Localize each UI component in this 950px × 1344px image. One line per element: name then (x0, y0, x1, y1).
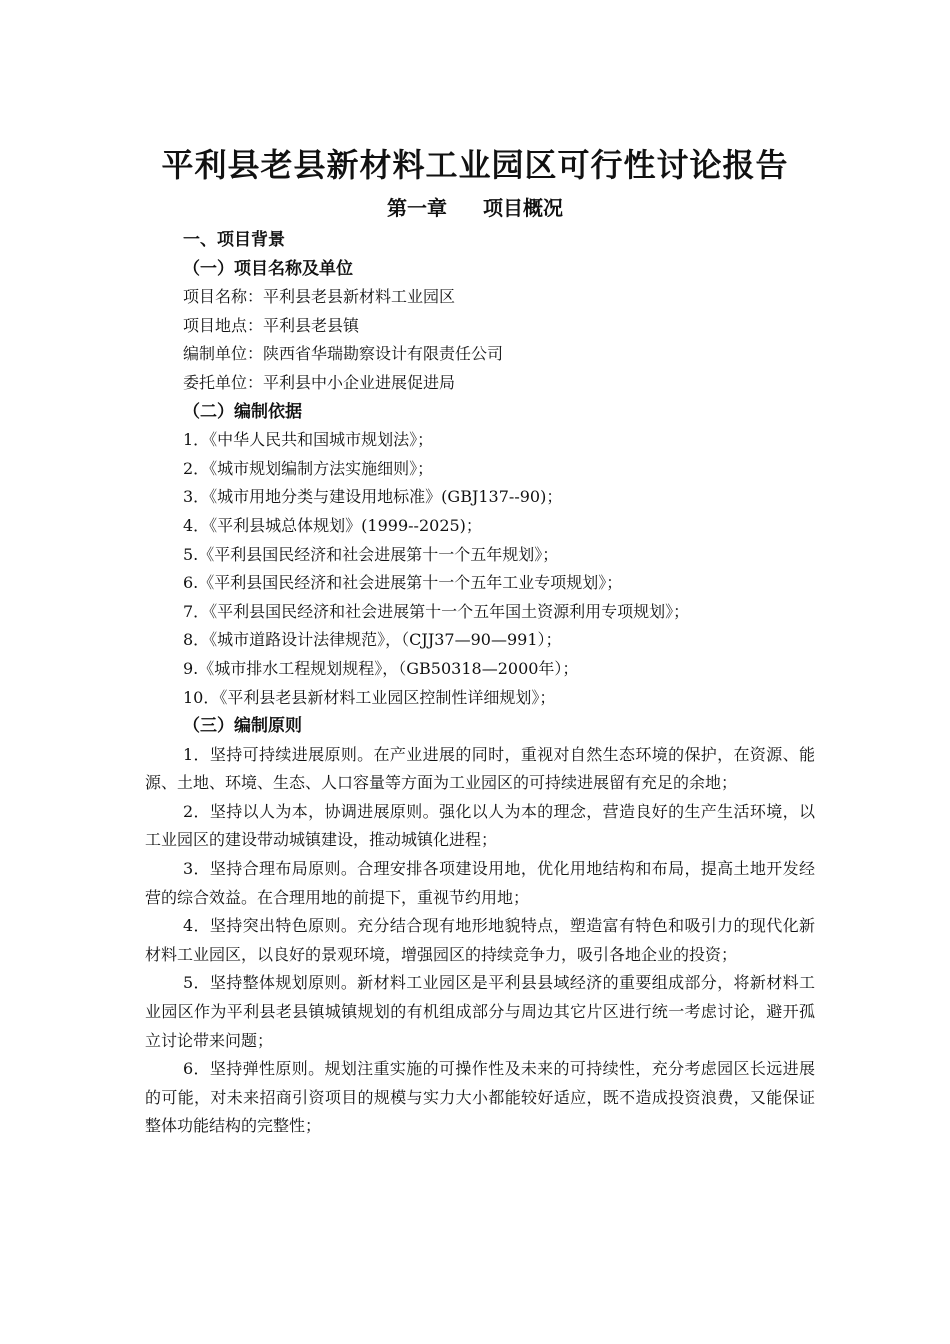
principle-paragraph: 4．坚持突出特色原则。充分结合现有地形地貌特点，塑造富有特色和吸引力的现代化新材料工业园区，以良好的景观环境，增强园区的持续竞争力，吸引各地企业的投资； (145, 916, 815, 964)
principle-paragraph: 6．坚持弹性原则。规划注重实施的可操作性及未来的可持续性，充分考虑园区长远进展的可能，对未来招商引资项目的规模与实力大小都能较好适应，既不造成投资浪费，又能保证整体功能结构的完整性； (145, 1059, 815, 1136)
principle-paragraph: 3．坚持合理布局原则。合理安排各项建设用地，优化用地结构和布局，提高土地开发经营的综合效益。在合理用地的前提下，重视节约用地； (145, 859, 815, 907)
subsection-heading: （三）编制原则 (183, 716, 302, 737)
basis-item: 4．《平利县城总体规划》(1999--2025)； (183, 515, 482, 535)
project-info-line: 项目名称：平利县老县新材料工业园区 (183, 287, 456, 307)
basis-item: 1．《中华人民共和国城市规划法》； (183, 430, 434, 450)
basis-item: 3．《城市用地分类与建设用地标准》(GBJ137--90)； (183, 487, 563, 507)
project-info-line: 委托单位：平利县中小企业进展促进局 (183, 372, 456, 392)
basis-item: 2．《城市规划编制方法实施细则》； (183, 458, 434, 478)
basis-item: 9.《城市排水工程规划规程》，（GB50318—2000年）； (183, 658, 579, 678)
chapter-title: 项目概况 (483, 196, 563, 220)
principle-paragraph: 5．坚持整体规划原则。新材料工业园区是平利县县域经济的重要组成部分，将新材料工业园区作为平利县老县镇城镇规划的有机组成部分与周边其它片区进行统一考虑讨论，避开孤立讨论带来问题； (145, 973, 815, 1050)
section-heading: 一、项目背景 (183, 230, 285, 250)
subsection-heading: （二）编制依据 (183, 401, 302, 422)
basis-item: 8．《城市道路设计法律规范》，（CJJ37—90—991）； (183, 630, 562, 650)
basis-item: 6.《平利县国民经济和社会进展第十一个五年工业专项规划》； (183, 573, 623, 593)
project-info-line: 编制单位：陕西省华瑞勘察设计有限责任公司 (183, 344, 504, 364)
document-body (145, 226, 815, 1141)
project-info-line: 项目地点：平利县老县镇 (183, 315, 360, 335)
chapter-number: 第一章 (387, 196, 447, 220)
principle-paragraph: 1．坚持可持续进展原则。在产业进展的同时，重视对自然生态环境的保护，在资源、能源、土地、环境、生态、人口容量等方面为工业园区的可持续进展留有充足的余地； (145, 744, 815, 793)
basis-item: 5.《平利县国民经济和社会进展第十一个五年规划》； (183, 544, 559, 564)
document-title: 平利县老县新材料工业园区可行性讨论报告 (161, 146, 789, 184)
subsection-heading: （一）项目名称及单位 (183, 258, 353, 279)
chapter-heading (0, 193, 950, 223)
basis-item: 7．《平利县国民经济和社会进展第十一个五年国土资源利用专项规划》； (183, 601, 690, 621)
principle-paragraph: 2．坚持以人为本，协调进展原则。强化以人为本的理念，营造良好的生产生活环境，以工业园区的建设带动城镇建设，推动城镇化进程； (145, 801, 815, 850)
basis-item: 10．《平利县老县新材料工业园区控制性详细规划》； (183, 687, 556, 707)
